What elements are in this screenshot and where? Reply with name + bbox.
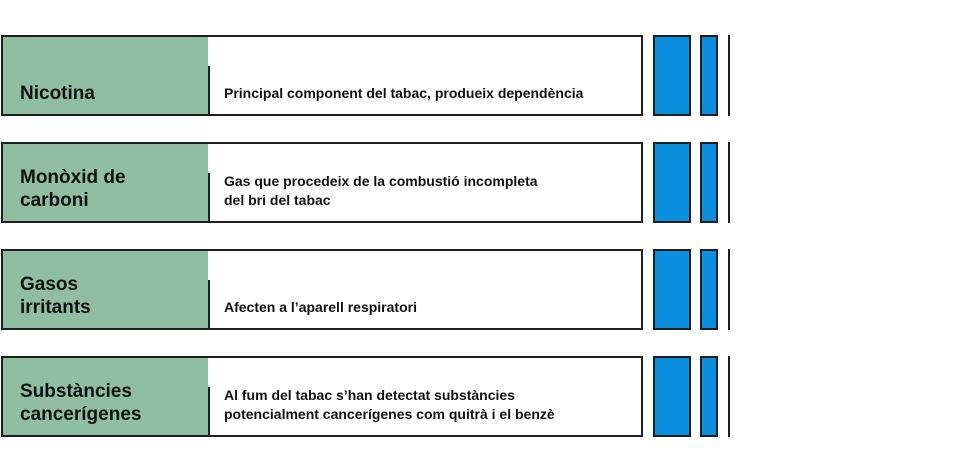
card-divider — [208, 173, 210, 221]
component-card — [1, 249, 643, 330]
decorative-bar-line — [728, 249, 730, 330]
decorative-bar-wide — [653, 249, 691, 330]
component-label-panel — [3, 251, 208, 328]
component-label: Substàncies cancerígenes — [20, 381, 142, 425]
component-label-panel — [3, 144, 208, 221]
component-row-gasos — [1, 249, 731, 330]
decorative-bar-narrow — [700, 249, 718, 330]
component-row-substancies — [1, 356, 731, 437]
decorative-bar-line — [728, 142, 730, 223]
component-card — [1, 356, 643, 437]
card-divider — [208, 280, 210, 328]
component-description: Afecten a l’aparell respiratori — [224, 299, 417, 315]
component-row-nicotina — [1, 35, 731, 116]
decorative-bar-line — [728, 356, 730, 437]
component-description: Al fum del tabac s’han detectat substàncies potencialment cancerígenes com quitrà i el benzè — [224, 387, 555, 422]
decorative-bar-wide — [653, 356, 691, 437]
component-description: Gas que procedeix de la combustió incompleta del bri del tabac — [224, 173, 538, 208]
decorative-bar-narrow — [700, 35, 718, 116]
component-label: Gasos irritants — [20, 274, 91, 318]
card-divider — [208, 387, 210, 435]
component-card — [1, 142, 643, 223]
component-card — [1, 35, 643, 116]
decorative-bar-narrow — [700, 142, 718, 223]
component-row-monoxid — [1, 142, 731, 223]
decorative-bar-wide — [653, 35, 691, 116]
component-label-panel — [3, 37, 208, 114]
component-label: Nicotina — [20, 83, 95, 104]
component-description: Principal component del tabac, produeix dependència — [224, 85, 584, 101]
component-label: Monòxid de carboni — [20, 167, 126, 211]
decorative-bar-line — [728, 35, 730, 116]
decorative-bar-wide — [653, 142, 691, 223]
decorative-bar-narrow — [700, 356, 718, 437]
component-label-panel — [3, 358, 208, 435]
card-divider — [208, 66, 210, 114]
